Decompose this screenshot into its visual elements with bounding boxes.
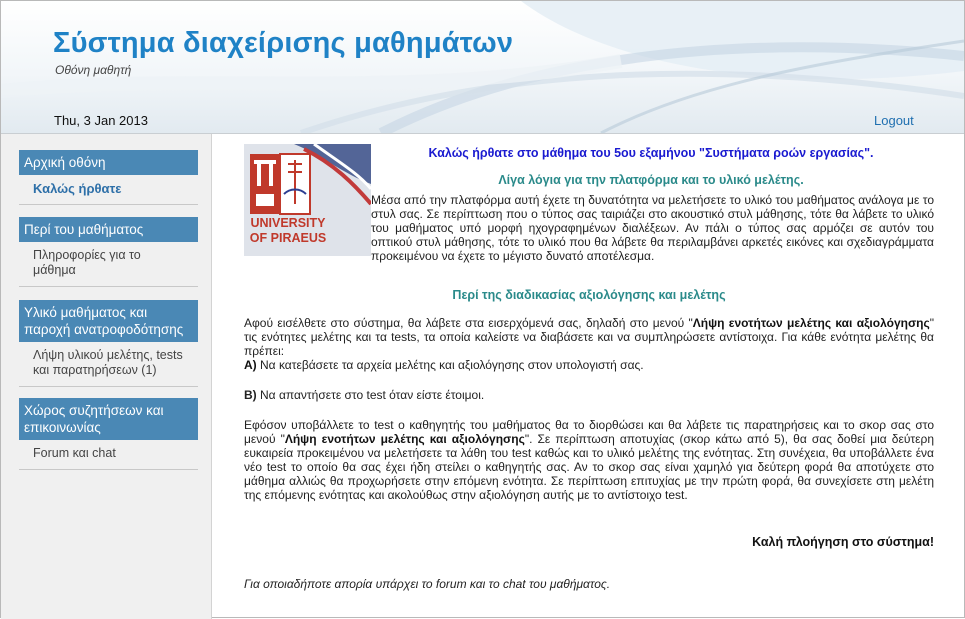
sidebar-divider: [19, 469, 198, 470]
step-b: [244, 388, 484, 402]
site-subtitle: Οθόνη μαθητή: [55, 63, 132, 77]
sidebar: [1, 134, 212, 619]
assessment-paragraph: [244, 316, 934, 372]
platform-paragraph: [371, 193, 934, 263]
welcome-heading: Καλώς ήρθατε στο μάθημα του 5ου εξαμήνου "Συστήματα ροών εργασίας".: [428, 146, 874, 160]
logo-text-line1: UNIVERSITY: [250, 216, 326, 230]
sidebar-heading[interactable]: Αρχική οθόνη: [19, 150, 198, 175]
logo-text-line2: OF PIRAEUS: [249, 231, 327, 245]
platform-paragraph-text: Μέσα από την πλατφόρμα αυτή έχετε τη δυνατότητα να μελετήσετε το υλικό του μαθήματος ανάλογα με το στυλ σας. Σε περίπτωση που ο τύπος σας ταιριάζει στο ακουστικό στυλ μάθησης, τότε θα λάβετε το υλικό του μαθήματος υπό μορφή ηχογραφημένων διαλέξεων. Αν πάλι ο τύπος σας αρμόζει σε αυτόν του οπτικού στυλ μάθησης, τότε το υλικό που θα λάβετε θα περιλαμβάνει αρκετές εικόνες και σχεδιαγράμματα προκειμένου να έχετε το μέγιστο δυνατό αποτέλεσμα.: [371, 193, 934, 263]
platform-subheading: Λίγα λόγια για την πλατφόρμα και το υλικό μελέτης.: [498, 173, 804, 187]
feedback-text-post: ". Σε περίπτωση αποτυχίας (σκορ κάτω από 5), θα σας δοθεί μια δεύτερη ευκαιρεία προκειμένου να μελετήσετε τα λάθη του test καθώς και το υλικό μελέτης της ενότητας. Στη συνέχεια, θα υποβάλλετε ένα νέο test το οποίο θα σας έχει ήδη στείλει ο καθηγητής σας. Αν το σκορ σας είναι χαμηλό για δεύτερη φορά θα αποτύχετε στο μάθημα αλλιώς θα προχωρήσετε στην επόμενη ενότητα. Σε περίπτωση επιτυχίας με την πρώτη φορά, θα συνεχίσετε στη μελέτη της επόμενης ενότητας και ακολούθως στην αξιολόγηση αυτής με το αντίστοιχο test.: [244, 432, 934, 502]
current-date: Thu, 3 Jan 2013: [54, 113, 148, 128]
sidebar-heading[interactable]: Υλικό μαθήματος και παροχή ανατροφοδότησης: [19, 300, 198, 342]
menu-reference-bold: Λήψη ενοτήτων μελέτης και αξιολόγησης: [284, 432, 525, 446]
sidebar-divider: [19, 204, 198, 205]
step-b-text: Να απαντήσετε στο test όταν είστε έτοιμοι.: [256, 388, 485, 402]
step-a-text: Να κατεβάσετε τα αρχεία μελέτης και αξιολόγησης στον υπολογιστή σας.: [256, 358, 644, 372]
sidebar-section-home: [19, 150, 198, 205]
page-header: [1, 1, 964, 134]
sidebar-section-about: [19, 217, 198, 287]
feedback-text-pre: Εφόσον υποβάλλετε το test ο καθηγητής του μαθήματος θα το διορθώσει και θα λάβετε τις παρατηρήσεις και το σκορ σας στο μενού ": [244, 418, 934, 446]
logout-link[interactable]: Logout: [874, 113, 914, 128]
feedback-paragraph: [244, 418, 934, 502]
sidebar-section-material: [19, 300, 198, 387]
sidebar-divider: [19, 286, 198, 287]
site-title: Σύστημα διαχείρισης μαθημάτων: [53, 27, 514, 59]
sidebar-section-discussion: [19, 398, 198, 470]
assessment-text-pre: Αφού εισέλθετε στο σύστημα, θα λάβετε στα εισερχόμενά σας, δηλαδή στο μενού ": [244, 316, 693, 330]
closing-message: Καλή πλοήγηση στο σύστημα!: [752, 535, 934, 549]
step-a-label: Α): [244, 358, 257, 372]
university-logo: [244, 144, 371, 256]
assessment-text-post: " τις ενότητες μελέτης και τα tests, τα οποία καλείστε να διαβάσετε και να συμπληρώσετε αντίστοιχα. Για κάθε ενότητα μελέτης θα πρέπει:: [244, 316, 934, 358]
step-b-label: Β): [244, 388, 257, 402]
sidebar-heading[interactable]: Χώρος συζητήσεων και επικοινωνίας: [19, 398, 198, 440]
sidebar-item-welcome[interactable]: Καλώς ήρθατε: [33, 181, 122, 196]
sidebar-item-download-material[interactable]: Λήψη υλικού μελέτης, tests και παρατηρήσεων (1): [33, 348, 183, 377]
sidebar-heading[interactable]: Περί του μαθήματος: [19, 217, 198, 242]
menu-reference-bold: Λήψη ενοτήτων μελέτης και αξιολόγησης: [692, 316, 930, 330]
sidebar-item-course-info[interactable]: Πληροφορίες για το μάθημα: [33, 248, 141, 277]
assessment-subheading: Περί της διαδικασίας αξιολόγησης και μελέτης: [452, 288, 726, 302]
footer-note: Για οποιαδήποτε απορία υπάρχει το forum και το chat του μαθήματος.: [244, 577, 611, 591]
sidebar-divider: [19, 386, 198, 387]
sidebar-item-forum-chat[interactable]: Forum και chat: [33, 446, 116, 460]
